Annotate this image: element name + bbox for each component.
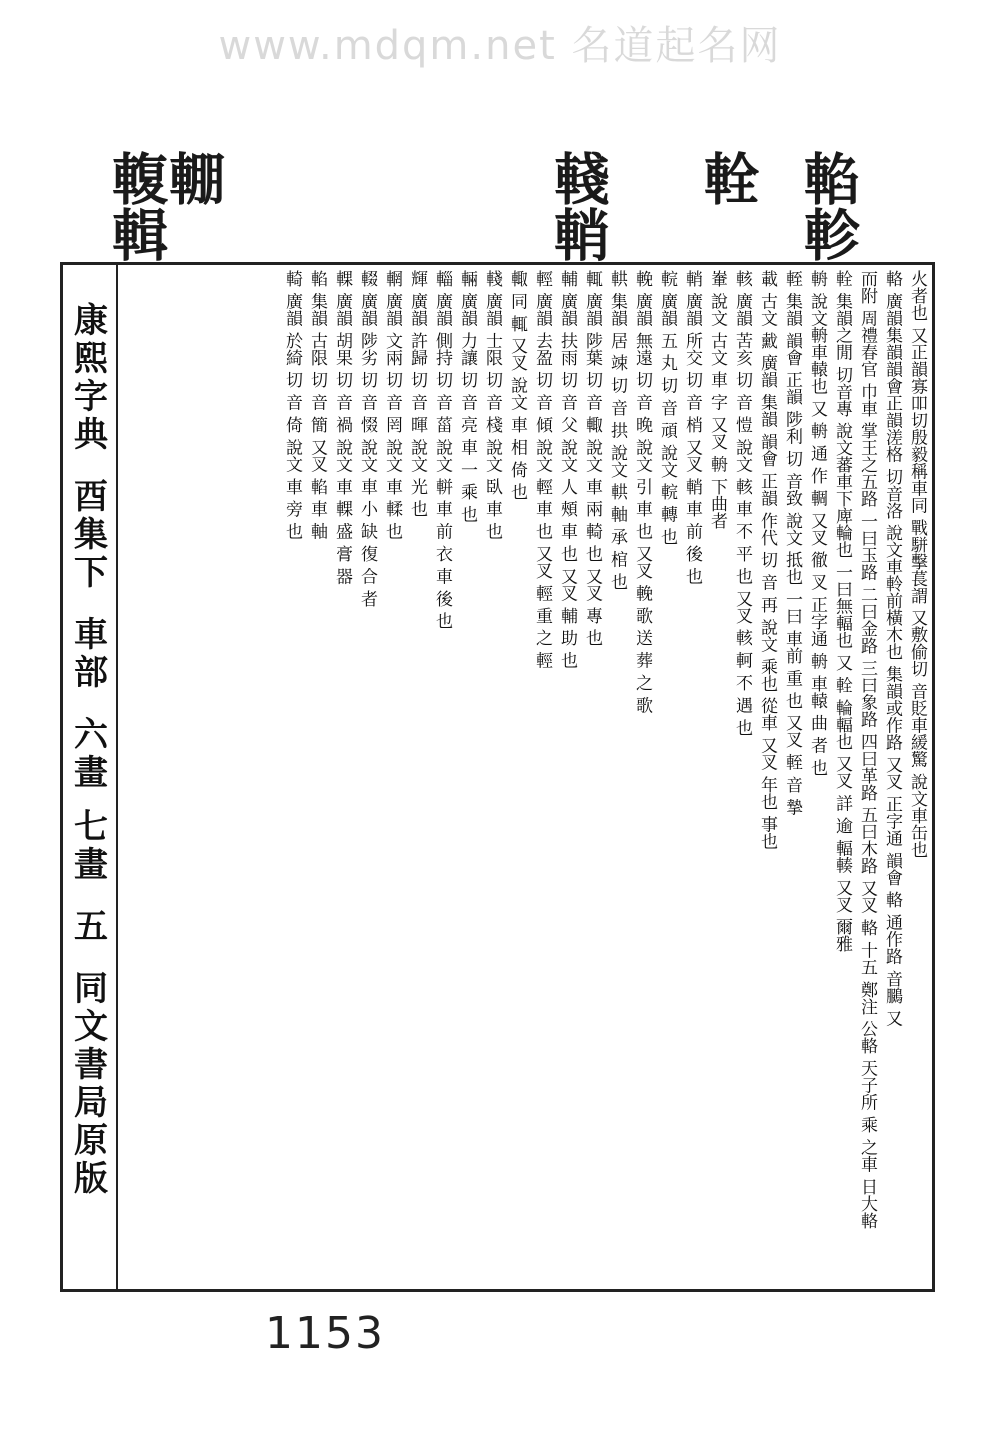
text-column: 輚 廣韻 士限 切 音 棧 說文 臥 車 也 bbox=[482, 270, 502, 540]
text-column: 輎 廣韻 所交 切 音 梢 又叉 輎 車 前 後 也 bbox=[682, 270, 702, 585]
text-column: 輓 廣韻 無遠 切 音 晚 說文 引 車 也 又叉 輓 歌 送 葬 之 歌 bbox=[632, 270, 652, 714]
text-column: 輢 廣韻 於綺 切 音 倚 說文 車 旁 也 bbox=[282, 270, 302, 540]
text-column: 輙 同 輒 又叉 說文 車 相 倚 也 bbox=[507, 270, 527, 501]
text-column: 輁 集韻 居 竦 切 音 拱 說文 輁 軸 承 棺 也 bbox=[607, 270, 627, 590]
sidebar-folio: 五 bbox=[67, 907, 108, 946]
headword-left-2: 輣 bbox=[160, 150, 226, 206]
headword-left-1: 輹輯 bbox=[103, 150, 169, 262]
text-column: 載 古文 䵧 廣韻 集韻 韻會 正韻 作代 切 音 再 說文 乘也 從車 又叉 年也 事也 bbox=[757, 270, 777, 850]
text-column: 輇 集韻之閒 切音專 說文蕃車下庳輪也 一曰無輻也 又 輇 輪輻也 又叉 詳 逾 輻輳 又叉 爾雅 bbox=[832, 270, 852, 953]
text-column: 輈 說文輈車轅也 又 輈 通 作 輖 又叉 徹 叉 正字通 輈 車轅 曲 者 也 bbox=[807, 270, 827, 777]
dictionary-body bbox=[125, 270, 929, 1285]
headword-right-1: 輚輎 bbox=[545, 150, 611, 262]
watermark: www.mdqm.net 名道起名网 bbox=[218, 23, 782, 69]
text-column: 而附 周禮春官 巾車 掌王之五路 一曰玉路 二曰金路 三曰象路 四曰革路 五曰木路 又叉 輅 十五 鄭注 公輅 天子所 乘 之車 日大輅 bbox=[857, 270, 877, 1229]
headword-right-2: 輇 bbox=[695, 150, 761, 206]
text-column: 輕 廣韻 去盈 切 音 傾 說文 輕 車 也 又叉 輕 重 之 輕 bbox=[532, 270, 552, 669]
sidebar-strokes: 六畫 七畫 bbox=[67, 716, 108, 884]
text-column: 輆 廣韻 苦亥 切 音 愷 說文 輆 車 不 平 也 又叉 輆 軻 不 遇 也 bbox=[732, 270, 752, 736]
page-number: 1153 bbox=[265, 1308, 385, 1359]
text-column: 輠 廣韻 胡果 切 音 禍 說文 車 輠 盛 膏 器 bbox=[332, 270, 352, 585]
text-column: 輛 廣韻 力讓 切 音 亮 車 一 乘 也 bbox=[457, 270, 477, 523]
sidebar-radical: 車部 bbox=[67, 616, 108, 692]
text-column: 輋 說文 古文 車 字 又叉 輈 下曲者 bbox=[707, 270, 727, 529]
text-column: 輅 廣韻集韻韻會正韻溠格 切音洛 說文車軨前橫木也 集韻或作路 又叉 正字通 韻會 輅 通作路 音鵩 又 bbox=[882, 270, 902, 1027]
text-column: 輐 廣韻 五 丸 切 音 頑 說文 輐 轉 也 bbox=[657, 270, 677, 546]
text-column: 輟 廣韻 陟劣 切 音 惙 說文 車 小 缺 復 合 者 bbox=[357, 270, 377, 607]
text-column: 火者也 又正韻寡吅切殷毅稱車同 戰駢擊萇謂 又敷偷切 音貶車緩驚 說文車缶也 bbox=[907, 270, 927, 859]
sidebar-publisher: 同文書局原版 bbox=[67, 969, 108, 1198]
text-column: 輡 集韻 古限 切 音 簡 又叉 輡 車 軸 bbox=[307, 270, 327, 540]
headword-right-3: 輡軫 bbox=[795, 150, 861, 262]
sidebar bbox=[60, 262, 118, 1292]
text-column: 輝 廣韻 許歸 切 音 暉 說文 光 也 bbox=[407, 270, 427, 518]
text-column: 輒 廣韻 陟葉 切 音 輙 說文 車 兩 輢 也 又叉 專 也 bbox=[582, 270, 602, 647]
sidebar-title: 康熙字典 bbox=[67, 302, 108, 454]
text-column: 輞 廣韻 文兩 切 音 罔 說文 車 輮 也 bbox=[382, 270, 402, 540]
text-column: 輜 廣韻 側持 切 音 菑 說文 軿 車 前 衣 車 後 也 bbox=[432, 270, 452, 630]
text-column: 輔 廣韻 扶雨 切 音 父 說文 人 頰 車 也 又叉 輔 助 也 bbox=[557, 270, 577, 669]
sidebar-volume: 酉集下 bbox=[67, 478, 108, 592]
text-column: 輊 集韻 韻會 正韻 陟利 切 音致 說文 抵也 一曰 車前 重 也 又叉 輊 音 摯 bbox=[782, 270, 802, 816]
